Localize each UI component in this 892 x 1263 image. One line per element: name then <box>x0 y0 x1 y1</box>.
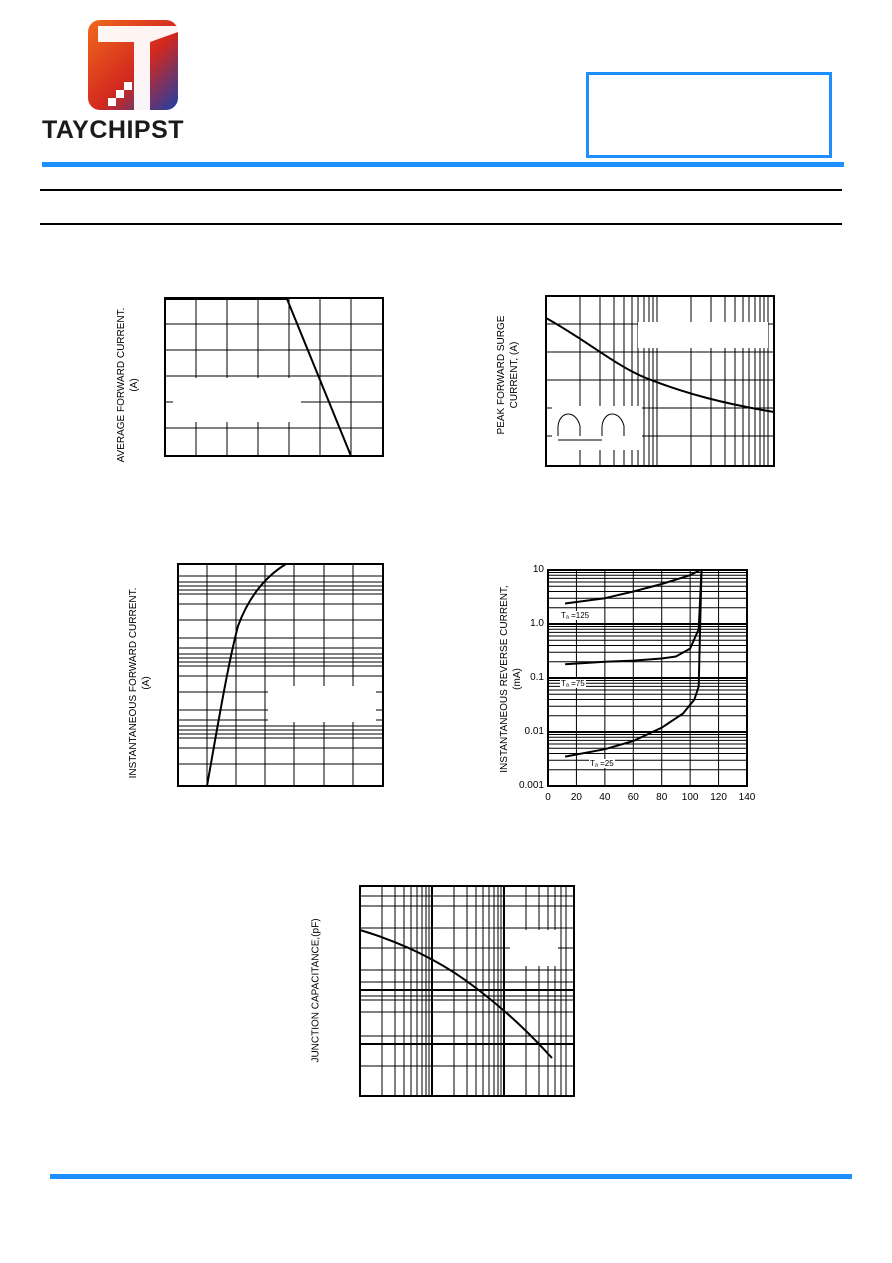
fig4-ytick: 10 <box>532 564 544 575</box>
fig4-xtick: 20 <box>570 792 582 803</box>
fig1-ylabel: AVERAGE FORWARD CURRENT. (A) <box>116 307 140 463</box>
fig4-xtick: 60 <box>627 792 639 803</box>
fig4-xtick: 100 <box>681 792 699 803</box>
brand-wordmark: TAYCHIPST <box>42 116 185 144</box>
fig1-chart <box>165 298 383 456</box>
header-blue-rule <box>42 162 844 167</box>
title-rule-top <box>40 189 842 191</box>
fig5-chart <box>360 886 574 1096</box>
fig4-xtick: 140 <box>738 792 756 803</box>
fig5-ylabel: JUNCTION CAPACITANCE,(pF) <box>310 918 322 1063</box>
fig4-ytick: 0.001 <box>518 780 544 791</box>
fig3-curve <box>207 564 286 786</box>
fig2-ylabel: PEAK FORWARD SURGE CURRENT, (A) <box>496 315 520 435</box>
fig4-ylabel: INSTANTANEOUS REVERSE CURRENT, (mA) <box>499 585 523 773</box>
fig4-xtick: 40 <box>599 792 611 803</box>
fig4-ytick: 0.1 <box>530 672 544 683</box>
fig4-label-125: Tₐ =125 <box>561 611 590 620</box>
fig3-chart <box>178 564 383 786</box>
fig2-chart <box>546 296 774 466</box>
fig4-xtick: 0 <box>545 792 551 803</box>
fig4-ytick: 0.01 <box>524 726 544 737</box>
fig3-ylabel: INSTANTANEOUS FORWARD CURRENT. (A) <box>128 587 152 779</box>
taychipst-logo <box>88 20 180 112</box>
fig4-ytick: 1.0 <box>530 618 544 629</box>
footer-blue-rule <box>50 1174 852 1179</box>
part-number-box <box>586 72 832 158</box>
fig4-xtick: 120 <box>710 792 727 803</box>
fig4-label-75: Tₐ =75 <box>561 679 585 688</box>
title-rule-bottom <box>40 223 842 225</box>
fig4-chart <box>548 570 747 786</box>
fig4-label-25: Tₐ =25 <box>590 759 614 768</box>
fig4-xtick: 80 <box>656 792 668 803</box>
